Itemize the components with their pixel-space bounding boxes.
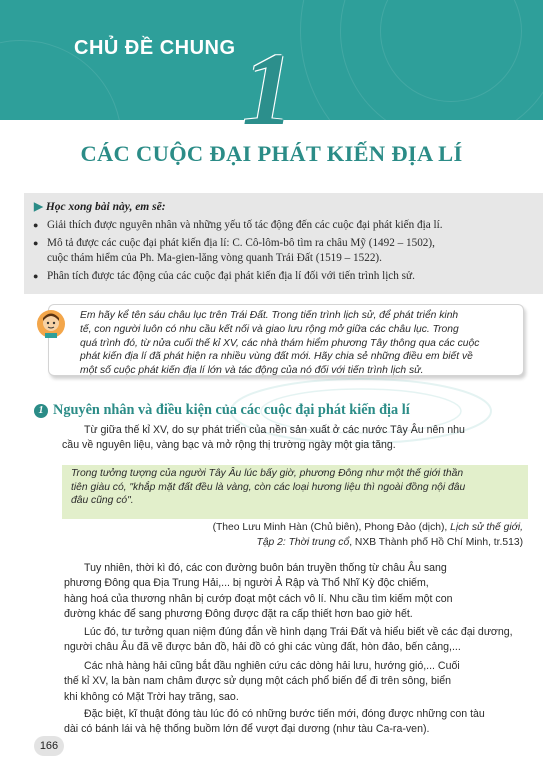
citation-line-2: Tập 2: Thời trung cổ, NXB Thành phố Hồ Chí Minh, tr.513) bbox=[256, 537, 523, 548]
student-avatar-icon bbox=[36, 309, 66, 339]
theme-label: CHỦ ĐỀ CHUNG bbox=[74, 37, 236, 59]
objective-item: ● Phân tích được tác động của các cuộc đại phát kiến địa lí đối với tiến trình lịch sử. bbox=[33, 270, 415, 282]
triangle-bullet-icon: ▶ bbox=[34, 201, 43, 213]
objective-item-continued: cuộc thám hiểm của Ph. Ma-gien-lăng vòng quanh Trái Đất (1519 – 1522). bbox=[47, 252, 382, 264]
paragraph-5: Đặc biệt, kĩ thuật đóng tàu lúc đó có những bước tiến mới, đóng được những con tàu dài có bánh lái và hệ thống buồm lớn để vượt đại dương (như tàu Ca-ra-ven). bbox=[64, 708, 485, 736]
objectives-heading bbox=[34, 199, 166, 213]
section-number-badge: 1 bbox=[34, 404, 48, 418]
paragraph-4: Các nhà hàng hải cũng bắt đầu nghiên cứu các dòng hải lưu, hướng gió,... Cuối thế kỉ XV, la bàn nam châm được sử dụng một cách phổ biến để đi trên sông, biển khi không có Mặt Trời hay trăng, sao. bbox=[64, 660, 460, 703]
bullet-icon: ● bbox=[33, 238, 39, 248]
intro-text: Em hãy kể tên sáu châu lục trên Trái Đất. Trong tiến trình lịch sử, để phát triển kinh tế, con người luôn có nhu cầu kết nối và giao lưu rộng mở giữa các châu lục. Trong quá trình đó, từ nửa cuối thế kỉ XV, các nhà thám hiểm phương Tây thông qua các cuộc phát kiến địa lí đã phát hiện ra nhiều vùng đất mới. Hãy chia sẻ những điều em biết về một số cuộc phát kiến địa lí lớn và tác động của nó đối với tiến trình lịch sử. bbox=[80, 310, 480, 377]
objective-item: ● Mô tả được các cuộc đại phát kiến địa lí: C. Cô-lôm-bô tìm ra châu Mỹ (1492 – 1502), bbox=[33, 237, 435, 249]
bullet-icon: ● bbox=[33, 220, 39, 230]
page-title: CÁC CUỘC ĐẠI PHÁT KIẾN ĐỊA LÍ bbox=[80, 141, 463, 166]
paragraph-2: Tuy nhiên, thời kì đó, các con đường buôn bán truyền thống từ châu Âu sang phương Đông qua Địa Trung Hải,... bị người Ả Rập và Thổ Nhĩ Kỳ độc chiếm, hàng hoá của thương nhân bị cướp đoạt một cách vô lí. Nhu cầu tìm kiếm một con đường khác để sang phương Đông được đặt ra cấp thiết hơn bao giờ hết. bbox=[64, 562, 453, 621]
objectives-heading-text: Học xong bài này, em sẽ: bbox=[45, 201, 166, 213]
paragraph-1: Từ giữa thế kỉ XV, do sự phát triển của nền sản xuất ở các nước Tây Âu nên nhu cầu về nguyên liệu, vàng bạc và mở rộng thị trường ngày một gia tăng. bbox=[62, 424, 465, 452]
paragraph-3: Lúc đó, tư tưởng quan niệm đúng đắn về hình dạng Trái Đất và hiểu biết về các đại dương, người châu Âu đã vẽ được bản đồ, hải đồ có ghi các vùng đất, hòn đảo, bến cảng,... bbox=[64, 626, 513, 654]
section-heading: Nguyên nhân và điều kiện của các cuộc đại phát kiến địa lí bbox=[53, 402, 410, 418]
theme-number: 1 bbox=[242, 32, 294, 147]
citation-line-1: (Theo Lưu Minh Hàn (Chủ biên), Phong Đảo (dịch), Lịch sử thế giới, bbox=[212, 522, 523, 533]
quote-text: Trong tưởng tượng của người Tây Âu lúc bấy giờ, phương Đông như một thế giới thần tiên giàu có, "khắp mặt đất đều là vàng, còn các loại hương liệu thì ngoài đồng nội đâu đâu cũng có". bbox=[71, 468, 466, 507]
bullet-icon: ● bbox=[33, 271, 39, 281]
objective-item: ● Giải thích được nguyên nhân và những yếu tố tác động đến các cuộc đại phát kiến địa lí. bbox=[33, 219, 443, 231]
page-number: 166 bbox=[34, 736, 64, 756]
